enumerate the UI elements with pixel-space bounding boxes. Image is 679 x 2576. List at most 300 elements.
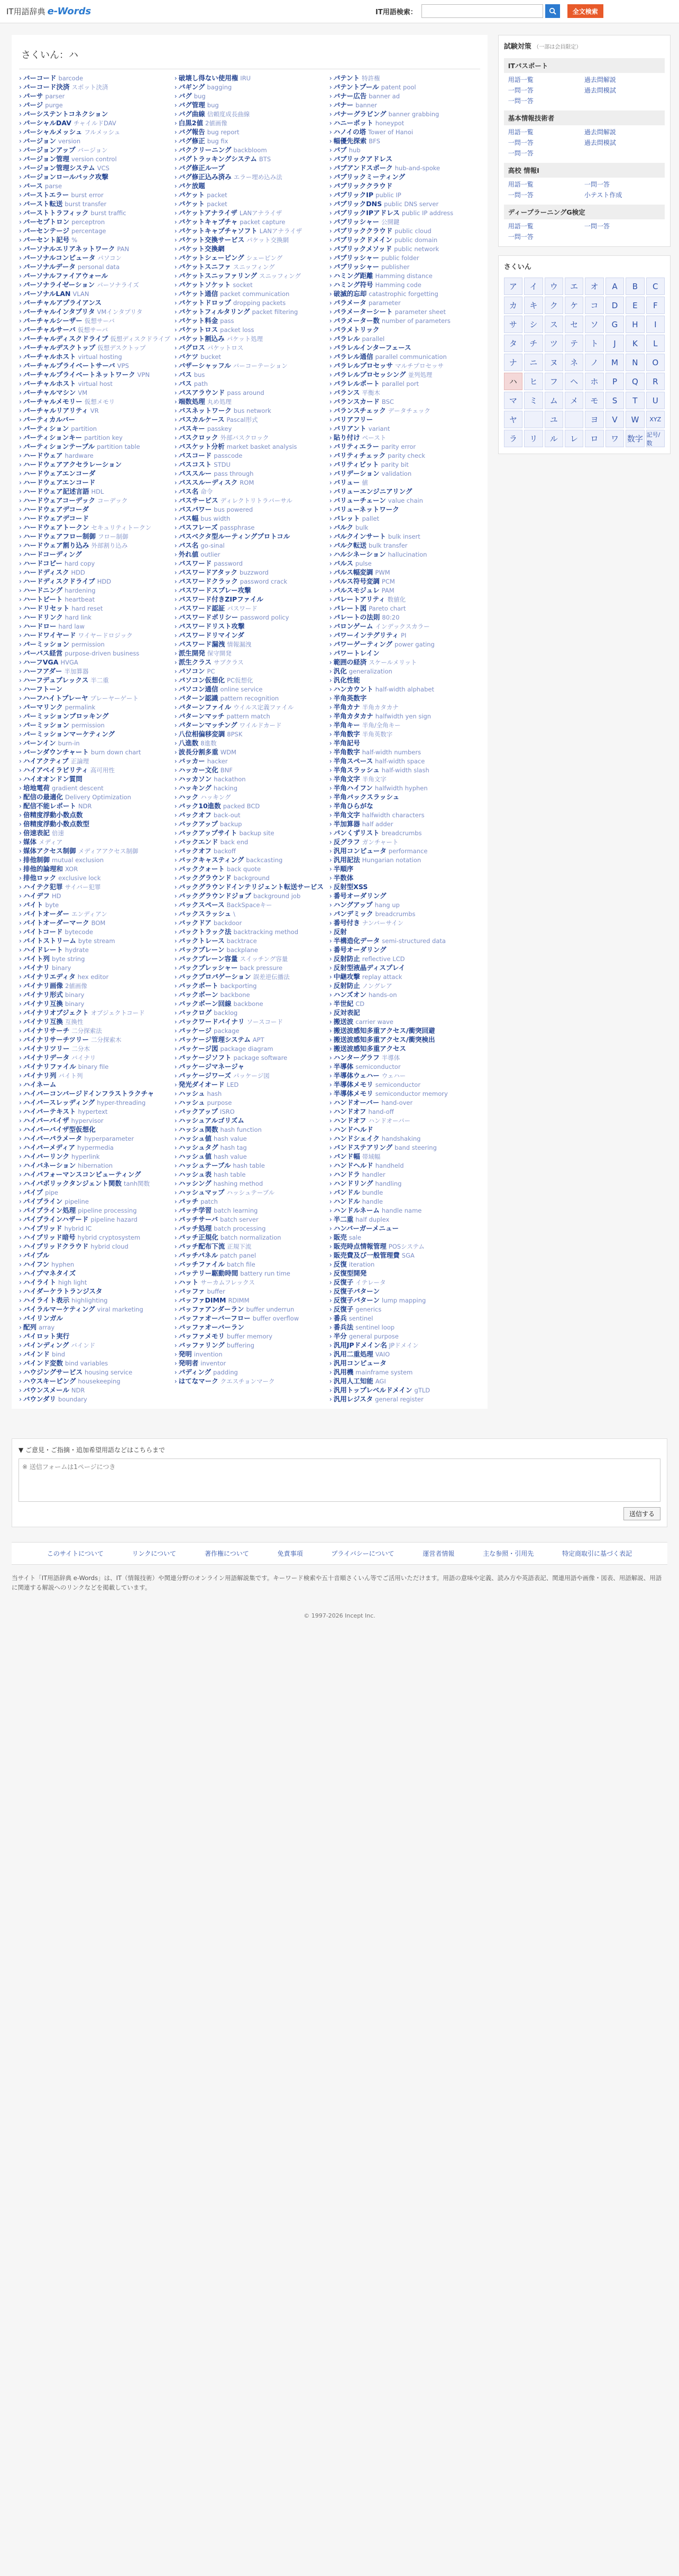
term-link[interactable]: 反射防止 (333, 982, 360, 990)
term-link[interactable]: 倍精度浮動小数点数 (23, 811, 83, 819)
term-item[interactable] (329, 640, 480, 649)
term-item[interactable] (175, 199, 325, 208)
term-link[interactable]: バリューエンジニアリング (333, 487, 412, 495)
term-link[interactable]: 搬送波感知多重アクセス (333, 1045, 406, 1052)
term-item[interactable] (19, 909, 170, 918)
term-link[interactable]: ハンドヘルド (333, 1161, 373, 1169)
term-link[interactable]: ハードコーディング (23, 550, 82, 558)
term-link[interactable]: パッチ配布下流 (178, 1242, 225, 1250)
term-item[interactable] (175, 541, 325, 550)
term-link[interactable]: バスケット分析 (178, 442, 225, 450)
term-item[interactable] (175, 837, 325, 846)
kana-index-cell[interactable]: ヒ (524, 373, 543, 390)
term-item[interactable] (329, 1296, 480, 1305)
term-link[interactable]: パスカルケース (178, 416, 225, 423)
term-link[interactable]: ハウジングサービス (23, 1368, 82, 1376)
term-link[interactable]: ハードウェア (23, 451, 63, 459)
term-link[interactable]: パターンファイル (178, 703, 232, 711)
term-link[interactable]: バーコード (23, 74, 57, 82)
term-link[interactable]: パラメーターシート (333, 308, 393, 316)
kana-index-cell[interactable]: ヨ (585, 411, 603, 428)
term-item[interactable] (19, 226, 170, 235)
term-link[interactable]: バックワードバイナリ (178, 1018, 245, 1026)
term-link[interactable]: バックアップ (178, 820, 218, 828)
term-link[interactable]: パンくずリスト (333, 829, 380, 837)
term-link[interactable]: バルス (333, 559, 353, 567)
term-item[interactable] (19, 82, 170, 91)
term-link[interactable]: パーソナルデータ (23, 263, 76, 271)
term-item[interactable] (19, 1098, 170, 1107)
term-item[interactable] (175, 1296, 325, 1305)
kana-index-cell[interactable]: S (605, 392, 624, 409)
term-link[interactable]: 破滅的忘却 (333, 290, 367, 298)
term-link[interactable]: パッチ (178, 1197, 199, 1205)
term-item[interactable] (19, 694, 170, 703)
term-link[interactable]: 波長分割多重 (178, 748, 218, 756)
term-link[interactable]: パーチャルリアリティ (23, 407, 88, 414)
term-link[interactable]: ハンドル (333, 1197, 360, 1205)
term-item[interactable] (329, 1305, 480, 1314)
term-link[interactable]: パッケージ管理システム (178, 1036, 251, 1044)
term-item[interactable] (19, 1287, 170, 1296)
term-link[interactable]: ハッシュアルゴリズム (178, 1116, 244, 1124)
term-item[interactable] (19, 1143, 170, 1152)
term-link[interactable]: 汎用レジスタ (333, 1395, 373, 1403)
kana-index-cell[interactable]: ク (545, 297, 563, 314)
term-link[interactable]: 番号オーダリング (333, 892, 387, 900)
term-item[interactable] (19, 451, 170, 460)
term-link[interactable]: パーチャルサーバ (23, 326, 76, 334)
term-link[interactable]: バージョン管理 (23, 155, 70, 163)
kana-index-cell[interactable]: D (605, 297, 624, 314)
term-item[interactable] (329, 559, 480, 568)
term-link[interactable]: バウンダリ (23, 1395, 57, 1403)
term-link[interactable]: ハッシュ値 (178, 1134, 212, 1142)
term-link[interactable]: バリティエラー (333, 442, 380, 450)
kana-index-cell[interactable]: C (646, 278, 665, 295)
term-item[interactable] (175, 289, 325, 298)
term-item[interactable] (19, 1089, 170, 1098)
term-item[interactable] (19, 442, 170, 451)
term-item[interactable] (19, 900, 170, 909)
term-item[interactable] (329, 370, 480, 379)
term-link[interactable]: 白黒2値 (178, 119, 203, 127)
term-item[interactable] (175, 514, 325, 523)
term-item[interactable] (175, 262, 325, 271)
kana-index-cell[interactable]: セ (565, 316, 583, 333)
kana-index-cell[interactable]: イ (524, 278, 543, 295)
term-link[interactable]: パブリックIP (333, 191, 374, 199)
term-link[interactable]: ハック (178, 793, 199, 801)
term-link[interactable]: 番兵 (333, 1314, 347, 1322)
term-item[interactable] (329, 343, 480, 352)
footer-link[interactable]: このサイトについて (47, 1550, 104, 1557)
term-link[interactable]: バックポート (178, 982, 218, 990)
term-item[interactable] (175, 118, 325, 127)
term-item[interactable] (19, 792, 170, 801)
search-button[interactable] (545, 4, 560, 18)
term-item[interactable] (329, 1206, 480, 1215)
term-link[interactable]: ハッシュタグ (178, 1143, 218, 1151)
term-link[interactable]: バージョンアップ (23, 146, 76, 154)
term-item[interactable] (19, 1332, 170, 1341)
term-link[interactable]: 範囲の経済 (333, 658, 367, 666)
term-link[interactable]: パス名 (178, 541, 199, 549)
term-item[interactable] (19, 1296, 170, 1305)
term-item[interactable] (329, 810, 480, 819)
term-item[interactable] (19, 1224, 170, 1233)
term-link[interactable]: バナー (333, 101, 354, 109)
term-item[interactable] (19, 73, 170, 82)
term-item[interactable] (19, 406, 170, 415)
term-link[interactable]: パッチ処理 (178, 1224, 212, 1232)
term-link[interactable]: バイナリデータ (23, 1054, 70, 1061)
term-item[interactable] (329, 846, 480, 855)
term-link[interactable]: ハードリセット (23, 604, 70, 612)
term-link[interactable]: 反復子 (333, 1278, 354, 1286)
feedback-textarea[interactable] (19, 1458, 660, 1502)
term-item[interactable] (175, 954, 325, 963)
term-link[interactable]: パイプ (23, 1188, 43, 1196)
term-link[interactable]: パターンマッチング (178, 721, 237, 729)
term-item[interactable] (19, 855, 170, 864)
term-item[interactable] (329, 792, 480, 801)
term-item[interactable] (175, 891, 325, 900)
term-item[interactable] (329, 1179, 480, 1188)
term-link[interactable]: パスアラウンド (178, 389, 225, 396)
kana-index-cell[interactable]: リ (524, 430, 543, 447)
term-item[interactable] (175, 604, 325, 613)
term-item[interactable] (329, 199, 480, 208)
term-link[interactable]: ハイアベイラビリティ (23, 766, 88, 774)
term-item[interactable] (19, 190, 170, 199)
term-item[interactable] (329, 1224, 480, 1233)
term-item[interactable] (175, 217, 325, 226)
term-item[interactable] (175, 523, 325, 532)
term-link[interactable]: パラレルプロセッサ (333, 362, 393, 370)
term-link[interactable]: 半導体ウェハー (333, 1072, 380, 1079)
term-item[interactable] (19, 1053, 170, 1062)
term-link[interactable]: ハーフアダー (23, 667, 62, 675)
term-item[interactable] (175, 1197, 325, 1206)
term-item[interactable] (175, 181, 325, 190)
term-link[interactable]: バックキャスティング (178, 856, 244, 864)
term-item[interactable] (329, 379, 480, 388)
term-item[interactable] (175, 298, 325, 307)
term-item[interactable] (175, 1170, 325, 1179)
term-item[interactable] (329, 550, 480, 559)
term-item[interactable] (329, 262, 480, 271)
term-item[interactable] (19, 1017, 170, 1026)
term-item[interactable] (175, 271, 325, 280)
term-item[interactable] (19, 1080, 170, 1089)
term-link[interactable]: 配信不能レポート (23, 802, 77, 810)
term-item[interactable] (329, 1116, 480, 1125)
term-link[interactable]: 反射防止 (333, 955, 360, 963)
term-link[interactable]: バックエンド (178, 838, 218, 846)
term-item[interactable] (175, 1368, 325, 1377)
term-link[interactable]: パスワードポリシー (178, 613, 238, 621)
term-item[interactable] (175, 1026, 325, 1035)
term-item[interactable] (329, 136, 480, 145)
term-item[interactable] (175, 631, 325, 640)
term-link[interactable]: ハードディスク (23, 568, 69, 576)
term-item[interactable] (175, 352, 325, 361)
term-item[interactable] (19, 1215, 170, 1224)
term-link[interactable]: 半加算器 (333, 820, 360, 828)
term-item[interactable] (329, 424, 480, 433)
term-link[interactable]: ハードロー (23, 622, 57, 630)
term-item[interactable] (19, 523, 170, 532)
term-item[interactable] (19, 577, 170, 586)
term-item[interactable] (19, 172, 170, 181)
kana-index-cell[interactable]: ハ (504, 373, 522, 390)
term-link[interactable]: パッケージ図 (178, 1045, 218, 1052)
term-item[interactable] (329, 1377, 480, 1386)
term-item[interactable] (19, 622, 170, 631)
term-item[interactable] (329, 244, 480, 253)
term-link[interactable]: パーパス経営 (23, 649, 63, 657)
kana-index-cell[interactable]: ニ (524, 354, 543, 371)
term-link[interactable]: 番号付き (333, 919, 360, 927)
term-item[interactable] (175, 172, 325, 181)
term-item[interactable] (19, 1341, 170, 1350)
term-item[interactable] (175, 694, 325, 703)
term-item[interactable] (19, 810, 170, 819)
term-item[interactable] (19, 640, 170, 649)
term-item[interactable] (19, 990, 170, 999)
term-link[interactable]: ハイダーケラトランジスタ (23, 1287, 103, 1295)
term-item[interactable] (175, 379, 325, 388)
term-link[interactable]: バックスラッシュ (178, 910, 232, 918)
term-link[interactable]: バグ修正 (178, 137, 205, 145)
term-item[interactable] (19, 280, 170, 289)
term-link[interactable]: 搬送波感知多重アクセス/衝突検出 (333, 1036, 435, 1044)
term-link[interactable]: ハンドシェイク (333, 1134, 380, 1142)
term-item[interactable] (175, 927, 325, 936)
term-link[interactable]: ハッカソン (178, 775, 212, 783)
term-link[interactable]: パブリッククラウド (333, 182, 393, 190)
kana-index-cell[interactable]: シ (524, 316, 543, 333)
term-link[interactable]: パケットロス (178, 326, 218, 334)
term-item[interactable] (19, 424, 170, 433)
term-item[interactable] (329, 1350, 480, 1359)
term-item[interactable] (329, 316, 480, 325)
term-link[interactable]: パソコン仮想化 (178, 676, 225, 684)
term-item[interactable] (175, 1125, 325, 1134)
term-link[interactable]: ハードニング (23, 586, 63, 594)
term-link[interactable]: パーシャルDAV (23, 119, 71, 127)
term-item[interactable] (175, 819, 325, 828)
term-item[interactable] (19, 559, 170, 568)
term-item[interactable] (175, 864, 325, 873)
term-link[interactable]: パラメーター数 (333, 317, 380, 325)
term-link[interactable]: 発明者 (178, 1359, 199, 1367)
term-link[interactable]: 半角記号 (333, 739, 360, 747)
term-link[interactable]: パーチャルディスクドライブ (23, 335, 108, 343)
term-link[interactable]: パススルー (178, 469, 212, 477)
term-item[interactable] (19, 352, 170, 361)
kana-index-cell[interactable]: ケ (565, 297, 583, 314)
term-link[interactable]: 半角数字 (333, 730, 360, 738)
term-link[interactable]: ハイブリッドクラウド (23, 1242, 89, 1250)
term-item[interactable] (329, 622, 480, 631)
term-link[interactable]: バージョン管理システム (23, 164, 95, 172)
term-item[interactable] (329, 595, 480, 604)
term-link[interactable]: パワートレイン (333, 649, 380, 657)
term-link[interactable]: パスワード漏洩 (178, 640, 225, 648)
kana-index-cell[interactable]: P (605, 373, 624, 390)
term-link[interactable]: 半数体 (333, 874, 354, 882)
term-link[interactable]: パーソナルLAN (23, 290, 71, 298)
term-link[interactable]: パーセプトロン (23, 218, 70, 226)
term-item[interactable] (175, 415, 325, 424)
term-link[interactable]: ハングアップ (333, 901, 373, 909)
term-link[interactable]: バイナリオブジェクト (23, 1009, 89, 1017)
term-link[interactable]: パスワード認証 (178, 604, 225, 612)
kana-index-cell[interactable]: E (626, 297, 644, 314)
term-link[interactable]: ハンドオフ (333, 1107, 366, 1115)
term-item[interactable] (329, 118, 480, 127)
term-item[interactable] (19, 550, 170, 559)
term-link[interactable]: ハッシュ (178, 1098, 205, 1106)
term-item[interactable] (175, 649, 325, 658)
term-item[interactable] (19, 1008, 170, 1017)
exam-link[interactable]: 過去問解説 (584, 128, 616, 136)
exam-link[interactable]: 用語一覧 (508, 223, 534, 230)
term-item[interactable] (19, 1152, 170, 1161)
term-item[interactable] (19, 307, 170, 316)
term-link[interactable]: パスベクタ型ルーティングプロトコル (178, 532, 290, 540)
term-link[interactable]: 反射型液晶ディスプレイ (333, 964, 406, 972)
exam-link[interactable]: 用語一覧 (508, 128, 534, 136)
term-item[interactable] (175, 586, 325, 595)
term-item[interactable] (329, 1323, 480, 1332)
term-item[interactable] (175, 1062, 325, 1071)
term-link[interactable]: パスワードリマインダ (178, 631, 244, 639)
term-item[interactable] (19, 963, 170, 972)
term-item[interactable] (19, 118, 170, 127)
term-link[interactable]: パギング (178, 83, 205, 91)
term-item[interactable] (19, 658, 170, 667)
kana-index-cell[interactable]: ワ (605, 430, 624, 447)
term-item[interactable] (175, 756, 325, 765)
term-link[interactable]: ハンドルネーム (333, 1206, 380, 1214)
term-link[interactable]: パブリックドメイン (333, 236, 392, 244)
term-item[interactable] (175, 658, 325, 667)
term-item[interactable] (19, 747, 170, 756)
term-item[interactable] (19, 316, 170, 325)
term-link[interactable]: 番号オーダリング (333, 946, 387, 954)
term-item[interactable] (19, 927, 170, 936)
term-link[interactable]: ハミング距離 (333, 272, 373, 280)
term-link[interactable]: バグ報告 (178, 128, 205, 136)
term-link[interactable]: 搬送波感知多重アクセス/衝突回避 (333, 1027, 435, 1035)
term-item[interactable] (329, 774, 480, 783)
term-item[interactable] (329, 1107, 480, 1116)
term-item[interactable] (175, 810, 325, 819)
term-link[interactable]: ハッシュ関数 (178, 1125, 218, 1133)
term-item[interactable] (329, 1026, 480, 1035)
term-item[interactable] (329, 801, 480, 810)
term-item[interactable] (329, 523, 480, 532)
term-item[interactable] (19, 208, 170, 217)
term-item[interactable] (19, 1179, 170, 1188)
term-link[interactable]: 汎用コンピュータ (333, 1359, 387, 1367)
term-item[interactable] (329, 280, 480, 289)
term-link[interactable]: 貼り付け (333, 433, 360, 441)
term-item[interactable] (329, 891, 480, 900)
term-item[interactable] (19, 765, 170, 774)
kana-index-cell[interactable]: ス (545, 316, 563, 333)
term-link[interactable]: ハニーポット (333, 119, 373, 127)
term-link[interactable]: パーサ (23, 92, 43, 100)
term-link[interactable]: 排他制御 (23, 856, 50, 864)
term-link[interactable]: バックオフ (178, 811, 212, 819)
term-link[interactable]: ハッシュ値 (178, 1152, 212, 1160)
term-item[interactable] (329, 738, 480, 747)
term-item[interactable] (19, 1251, 170, 1260)
term-item[interactable] (329, 415, 480, 424)
term-item[interactable] (19, 244, 170, 253)
exam-link[interactable]: 過去問模試 (584, 87, 616, 94)
term-link[interactable]: パケットスニファ (178, 263, 231, 271)
term-item[interactable] (329, 1161, 480, 1170)
term-link[interactable]: ハンターグラフ (333, 1054, 380, 1061)
term-link[interactable]: バイラルマーケティング (23, 1305, 95, 1313)
kana-index-cell[interactable]: カ (504, 297, 522, 314)
term-item[interactable] (329, 1062, 480, 1071)
term-item[interactable] (329, 388, 480, 397)
term-item[interactable] (175, 1071, 325, 1080)
term-link[interactable]: パスコスト (178, 460, 212, 468)
term-item[interactable] (175, 1035, 325, 1044)
term-item[interactable] (329, 217, 480, 226)
term-link[interactable]: パケット (178, 200, 205, 208)
term-item[interactable] (329, 954, 480, 963)
term-item[interactable] (175, 595, 325, 604)
term-link[interactable]: ハイパーテキスト (23, 1107, 76, 1115)
term-link[interactable]: パーマリンク (23, 703, 63, 711)
term-item[interactable] (329, 1314, 480, 1323)
term-link[interactable]: ハイパーリンク (23, 1152, 70, 1160)
term-link[interactable]: バックグラウンドインテリジェント転送サービス (178, 883, 324, 891)
term-link[interactable]: バグ修正ループ (178, 164, 225, 172)
term-item[interactable] (175, 882, 325, 891)
term-item[interactable] (19, 145, 170, 154)
term-link[interactable]: パーチャルメモリー (23, 398, 82, 405)
kana-index-cell[interactable]: ト (585, 335, 603, 352)
term-item[interactable] (329, 334, 480, 343)
exam-link[interactable]: 一問一答 (508, 191, 534, 199)
term-link[interactable]: 半世紀 (333, 1000, 354, 1008)
term-link[interactable]: パケットキャプチャ (178, 218, 238, 226)
term-link[interactable]: パッケージソフト (178, 1054, 232, 1061)
term-link[interactable]: パーソナルコンピュータ (23, 254, 96, 262)
term-link[interactable]: バロンゲーム (333, 622, 373, 630)
term-item[interactable] (329, 451, 480, 460)
term-item[interactable] (175, 1206, 325, 1215)
term-link[interactable]: パレートの法則 (333, 613, 380, 621)
term-link[interactable]: パブリックIPアドレス (333, 209, 400, 217)
term-link[interactable]: バッカー (178, 757, 205, 765)
kana-index-cell[interactable]: L (646, 335, 665, 352)
term-item[interactable] (329, 864, 480, 873)
term-link[interactable]: バグトラッキングシステム (178, 155, 257, 163)
term-item[interactable] (19, 613, 170, 622)
term-item[interactable] (329, 397, 480, 406)
term-link[interactable]: 汎用コンピュータ (333, 847, 387, 855)
